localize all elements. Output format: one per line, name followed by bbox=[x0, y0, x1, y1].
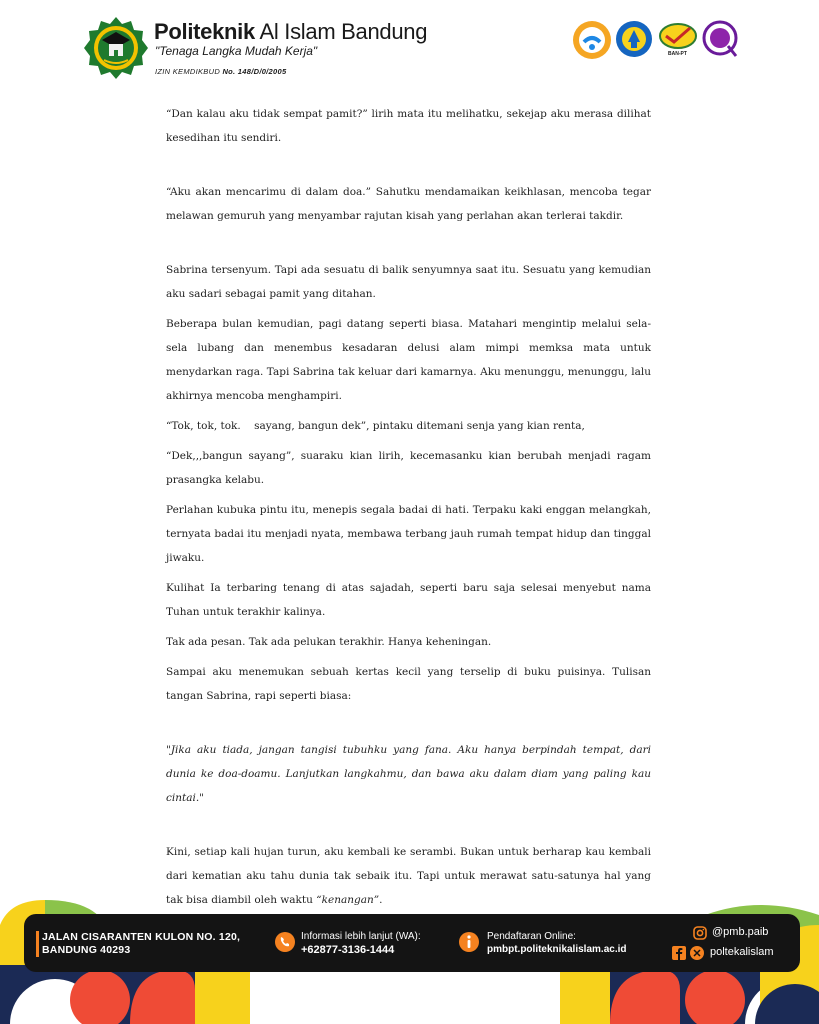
kampus-merdeka-badge bbox=[572, 20, 612, 60]
address bbox=[42, 931, 240, 957]
paragraph: “Aku akan mencarimu di dalam doa.” Sahutku mendamaikan keikhlasan, mencoba tegar melawan gemuruh yang menyambar rajutan kisah yang perlahan akan terlerai takdir. bbox=[166, 186, 651, 222]
banpt-label: BAN-PT bbox=[668, 51, 687, 57]
banpt-badge bbox=[658, 22, 698, 50]
tagline: "Tenaga Langka Mudah Kerja" bbox=[155, 44, 318, 58]
paragraph: Kulihat Ia terbaring tenang di atas sajadah, seperti baru saja selesai menyebut nama Tuhan untuk terakhir kalinya. bbox=[166, 582, 651, 618]
kemdikbud-badge bbox=[615, 20, 653, 58]
lam-badge bbox=[702, 20, 738, 58]
closing-end: . bbox=[379, 894, 383, 906]
footer-contact-bar bbox=[24, 914, 800, 972]
paragraph: Sampai aku menemukan sebuah kertas kecil yang terselip di buku puisinya. Tulisan tangan Sabrina, rapi seperti biasa: bbox=[166, 666, 651, 702]
institution-name-rest: Al Islam Bandung bbox=[254, 19, 428, 44]
address-line2: BANDUNG 40293 bbox=[42, 944, 131, 956]
institution-name bbox=[154, 19, 427, 45]
facebook-icon bbox=[672, 946, 686, 960]
accreditation-badges bbox=[572, 20, 738, 60]
institution-name-bold: Politeknik bbox=[154, 19, 255, 44]
permit-prefix: IZIN KEMDIKBUD bbox=[155, 67, 223, 76]
paragraph: Perlahan kubuka pintu itu, menepis segala badai di hati. Terpaku kaki enggan melangkah, ternyata badai itu menjadi nyata, membawa terbang jauh rumah tempat hidup dan tinggal jiwaku. bbox=[166, 504, 651, 564]
paragraph: Tak ada pesan. Tak ada pelukan terakhir. Hanya keheningan. bbox=[166, 636, 492, 648]
letter-quote: "Jika aku tiada, jangan tangisi tubuhku yang fana. Aku hanya berpindah tempat, dari dunia ke doa-doamu. Lanjutkan langkahmu, dan bawa aku dalam diam yang paling kau cintai." bbox=[166, 744, 651, 804]
paragraph: “Tok, tok, tok. sayang, bangun dek”, pintaku ditemani senja yang kian renta, bbox=[166, 420, 585, 432]
permit-number bbox=[155, 67, 286, 76]
info-icon bbox=[458, 931, 480, 953]
paragraph: “Dek,,,bangun sayang”, suaraku kian lirih, kecemasanku kian berubah menjadi ragam prasangka kelabu. bbox=[166, 450, 651, 486]
registration-link[interactable]: pmbpt.politeknikalislam.ac.id bbox=[487, 944, 627, 955]
address-line1: JALAN CISARANTEN KULON NO. 120, bbox=[42, 931, 241, 943]
address-accent bbox=[36, 931, 39, 957]
whatsapp-icon bbox=[274, 931, 296, 953]
closing-emphasis: “kenangan” bbox=[316, 894, 380, 906]
closing-text: Kini, setiap kali hujan turun, aku kembali ke serambi. Bukan untuk berharap kau kembali dari kematian aku tahu dunia tak sebaik itu. Tapi untuk merawat satu-satunya hal yang tak bisa diambil oleh waktu bbox=[166, 846, 651, 906]
x-icon bbox=[690, 946, 704, 960]
whatsapp-number[interactable]: +62877-3136-1444 bbox=[301, 944, 395, 956]
paragraph: Beberapa bulan kemudian, pagi datang seperti biasa. Matahari mengintip melalui sela-sela lubang dan menembus kesadaran delusi alam mimpi memksa mata untuk menydarkan raga. Tapi Sabrina tak keluar dari kamarnya. Aku menunggu, menunggu, lalu akhirnya mencoba menghampiri. bbox=[166, 318, 651, 402]
letterhead bbox=[0, 0, 819, 95]
whatsapp-label: Informasi lebih lanjut (WA): bbox=[301, 931, 421, 942]
instagram-handle[interactable]: @pmb.paib bbox=[712, 926, 769, 938]
registration-label: Pendaftaran Online: bbox=[487, 931, 576, 942]
institution-logo bbox=[84, 16, 148, 80]
permit-no: No. 148/D/0/2005 bbox=[222, 67, 287, 76]
social-handle[interactable]: poltekalislam bbox=[710, 946, 774, 958]
paragraph: Sabrina tersenyum. Tapi ada sesuatu di balik senyumnya saat itu. Sesuatu yang kemudian aku sadari sebagai pamit yang ditahan. bbox=[166, 264, 651, 300]
instagram-icon bbox=[693, 926, 707, 940]
paragraph: “Dan kalau aku tidak sempat pamit?” lirih mata itu melihatku, sekejap aku merasa dilihat kesedihan itu sendiri. bbox=[166, 108, 651, 144]
document-body bbox=[166, 96, 651, 912]
